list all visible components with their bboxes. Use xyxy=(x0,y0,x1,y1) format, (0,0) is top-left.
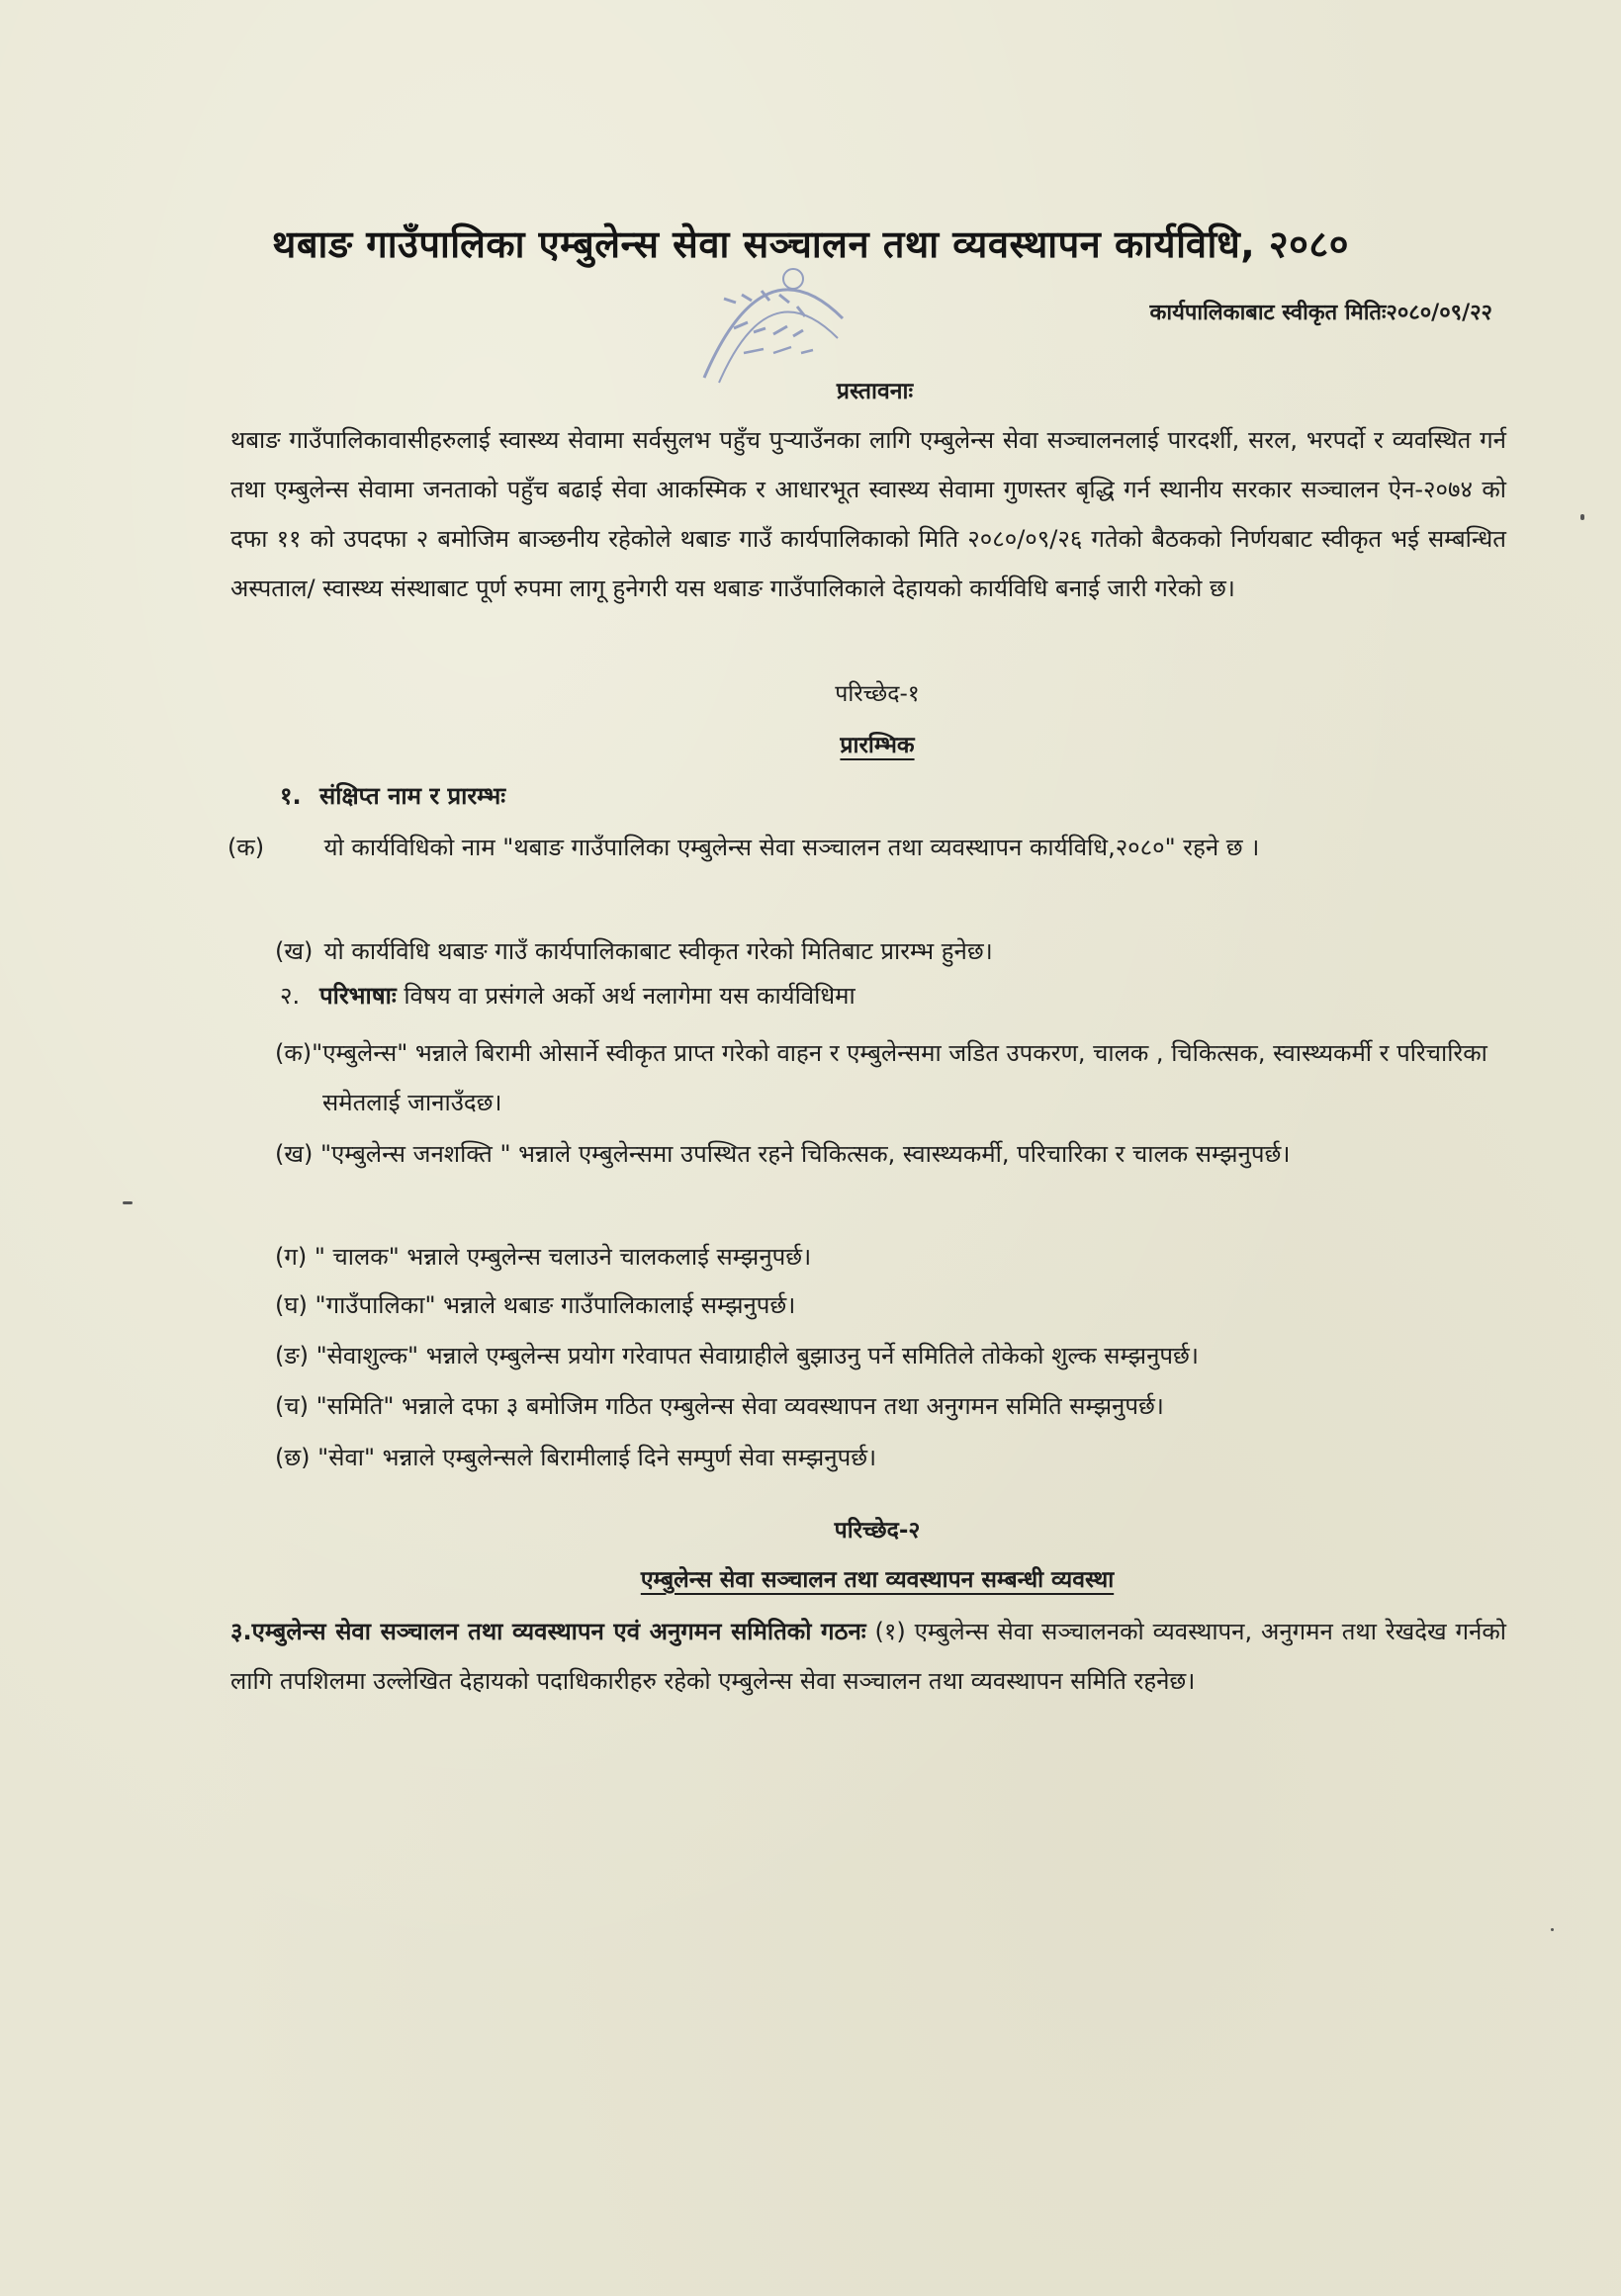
paper-speck xyxy=(1551,1928,1554,1931)
section1-heading xyxy=(280,771,1506,821)
section3-text: (१) एम्बुलेन्स सेवा सञ्चालनको व्यवस्थापन, अनुगमन तथा रेखदेख गर्नको लागि तपशिलमा उल्लेखित देहायको पदाधिकारीहरु रहेको एम्बुलेन्स सेवा सञ्चालन तथा व्यवस्थापन समिति रहनेछ। xyxy=(230,1618,1506,1695)
approval-date: कार्यपालिकाबाट स्वीकृत मितिः२०८०/०९/२२ xyxy=(1149,301,1492,325)
section2-number: २. xyxy=(280,982,301,1010)
definition-municipality: (घ) "गाउँपालिका" भन्नाले थबाङ गाउँपालिकालाई सम्झनुपर्छ। xyxy=(275,1291,796,1319)
section2-text: विषय वा प्रसंगले अर्को अर्थ नलागेमा यस कार्यविधिमा xyxy=(404,982,856,1010)
definition-service: (छ) "सेवा" भन्नाले एम्बुलेन्सले बिरामीलाई दिने सम्पुर्ण सेवा सम्झनुपर्छ। xyxy=(275,1444,877,1471)
section2-title: परिभाषाः xyxy=(319,982,397,1010)
preamble-heading: प्रस्तावनाः xyxy=(836,379,914,404)
paper-speck xyxy=(123,1201,133,1204)
definition-service-fee: (ङ) "सेवाशुल्क" भन्नाले एम्बुलेन्स प्रयोग गरेवापत सेवाग्राहीले बुझाउनु पर्ने समितिले तोकेको शुल्क सम्झनुपर्छ। xyxy=(275,1342,1199,1369)
preamble-paragraph: थबाङ गाउँपालिकावासीहरुलाई स्वास्थ्य सेवामा सर्वसुलभ पहुँच पुऱ्याउँनका लागि एम्बुलेन्स सेवा सञ्चालनलाई पारदर्शी, सरल, भरपर्दो र व्यवस्थित गर्न तथा एम्बुलेन्स सेवामा जनताको पहुँच बढाई सेवा आकस्मिक र आधारभूत स्वास्थ्य सेवामा गुणस्तर बृद्धि गर्न स्थानीय सरकार सञ्चालन ऐन-२०७४ को दफा ११ को उपदफा २ बमोजिम बाञ्छनीय रहेकोले थबाङ गाउँ कार्यपालिकाको मिति २०८०/०९/२६ गतेको बैठकको निर्णयबाट स्वीकृत भई सम्बन्धित अस्पताल/ स्वास्थ्य संस्थाबाट पूर्ण रुपमा लागू हुनेगरी यस थबाङ गाउँपालिकाले देहायको कार्यविधि बनाई जारी गरेको छ। xyxy=(230,426,1506,602)
section3-paragraph xyxy=(230,1607,1506,1706)
item-text: यो कार्यविधि थबाङ गाउँ कार्यपालिकाबाट स्वीकृत गरेको मितिबाट प्रारम्भ हुनेछ। xyxy=(323,937,993,965)
item-label: (क) xyxy=(227,834,265,861)
definition-driver: (ग) " चालक" भन्नाले एम्बुलेन्स चलाउने चालकलाई सम्झनुपर्छ। xyxy=(275,1243,812,1271)
section1-item-ka xyxy=(227,823,1511,872)
section1-title: संक्षिप्त नाम र प्रारम्भः xyxy=(319,782,506,810)
definition-committee: (च) "समिति" भन्नाले दफा ३ बमोजिम गठित एम्बुलेन्स सेवा व्यवस्थापन तथा अनुगमन समिति सम्झनुपर्छ। xyxy=(275,1392,1164,1420)
official-stamp xyxy=(665,259,862,388)
chapter2-title: एम्बुलेन्स सेवा सञ्चालन तथा व्यवस्थापन सम्बन्धी व्यवस्था xyxy=(640,1567,1115,1593)
item-label: (ख) xyxy=(275,937,314,965)
item-text: यो कार्यविधिको नाम "थबाङ गाउँपालिका एम्बुलेन्स सेवा सञ्चालन तथा व्यवस्थापन कार्यविधि,२०८०" रहने छ । xyxy=(323,834,1260,861)
paper-speck xyxy=(1580,514,1584,520)
chapter2-label: परिच्छेद-२ xyxy=(834,1518,921,1544)
definition-ambulance-staff: (ख) "एम्बुलेन्स जनशक्ति " भन्नाले एम्बुलेन्समा उपस्थित रहने चिकित्सक, स्वास्थ्यकर्मी, परिचारिका र चालक सम्झनुपर्छ। xyxy=(275,1140,1291,1168)
chapter1-title: प्रारम्भिक xyxy=(840,733,915,758)
section2-heading xyxy=(280,971,1506,1020)
section1-item-kha xyxy=(275,927,1511,976)
chapter1-label: परिच्छेद-१ xyxy=(835,681,920,707)
section1-number: १. xyxy=(280,782,302,810)
document-title: थबाङ गाउँपालिका एम्बुलेन्स सेवा सञ्चालन तथा व्यवस्थापन कार्यविधि, २०८० xyxy=(272,222,1349,266)
definition-ambulance: (क)"एम्बुलेन्स" भन्नाले बिरामी ओसार्ने स्वीकृत प्राप्त गरेको वाहन र एम्बुलेन्समा जडित उपकरण, चालक , चिकित्सक, स्वास्थ्यकर्मी र परिचारिका समेतलाई जानाउँदछ। xyxy=(275,1039,1487,1116)
section3-title: ३.एम्बुलेन्स सेवा सञ्चालन तथा व्यवस्थापन एवं अनुगमन समितिको गठनः xyxy=(230,1618,866,1645)
